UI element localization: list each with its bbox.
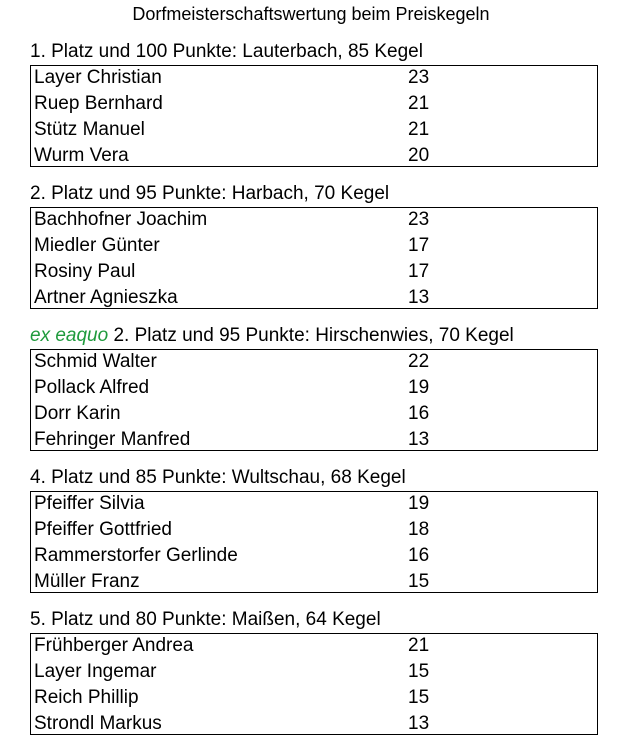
player-score: 17	[408, 235, 430, 256]
group-heading	[30, 40, 598, 64]
player-score: 13	[408, 713, 430, 734]
group-heading	[30, 608, 598, 632]
player-name: Fehringer Manfred	[34, 429, 191, 450]
table-row	[31, 517, 597, 543]
ranking-group-2	[30, 182, 598, 309]
table-row	[31, 543, 597, 569]
player-name: Pfeiffer Silvia	[34, 493, 145, 514]
player-score: 23	[408, 209, 430, 230]
results-box	[30, 207, 598, 309]
ranking-group-1	[30, 40, 598, 167]
player-score: 19	[408, 493, 430, 514]
player-name: Schmid Walter	[34, 351, 157, 372]
player-score: 21	[408, 119, 430, 140]
player-name: Ruep Bernhard	[34, 93, 163, 114]
table-row	[31, 401, 597, 427]
results-box	[30, 633, 598, 735]
group-heading	[30, 324, 598, 348]
player-name: Layer Ingemar	[34, 661, 157, 682]
table-row	[31, 349, 597, 375]
player-name: Pfeiffer Gottfried	[34, 519, 172, 540]
ex-eaquo-label: ex eaquo	[30, 325, 109, 346]
table-row	[31, 259, 597, 285]
player-score: 13	[408, 287, 430, 308]
group-heading-text: 4. Platz und 85 Punkte: Wultschau, 68 Kegel	[30, 467, 406, 488]
player-name: Bachhofner Joachim	[34, 209, 208, 230]
group-heading-text: 1. Platz und 100 Punkte: Lauterbach, 85 Kegel	[30, 41, 423, 62]
table-row	[31, 91, 597, 117]
player-name: Rammerstorfer Gerlinde	[34, 545, 238, 566]
player-name: Miedler Günter	[34, 235, 160, 256]
table-row	[31, 711, 597, 737]
player-name: Layer Christian	[34, 67, 162, 88]
results-box	[30, 491, 598, 593]
player-score: 21	[408, 93, 430, 114]
table-row	[31, 633, 597, 659]
player-name: Reich Phillip	[34, 687, 139, 708]
player-name: Dorr Karin	[34, 403, 121, 424]
player-score: 15	[408, 571, 430, 592]
player-name: Frühberger Andrea	[34, 635, 194, 656]
player-score: 15	[408, 661, 430, 682]
table-row	[31, 65, 597, 91]
table-row	[31, 569, 597, 595]
group-heading-text: 2. Platz und 95 Punkte: Hirschenwies, 70 Kegel	[108, 325, 514, 346]
player-score: 23	[408, 67, 430, 88]
player-score: 18	[408, 519, 430, 540]
player-name: Artner Agnieszka	[34, 287, 178, 308]
player-name: Strondl Markus	[34, 713, 162, 734]
player-score: 19	[408, 377, 430, 398]
table-row	[31, 143, 597, 169]
table-row	[31, 685, 597, 711]
player-score: 17	[408, 261, 430, 282]
player-name: Wurm Vera	[34, 145, 129, 166]
table-row	[31, 117, 597, 143]
player-score: 16	[408, 403, 430, 424]
table-row	[31, 375, 597, 401]
table-row	[31, 285, 597, 311]
player-name: Stütz Manuel	[34, 119, 145, 140]
player-name: Pollack Alfred	[34, 377, 150, 398]
table-row	[31, 659, 597, 685]
ranking-group-5	[30, 608, 598, 735]
player-score: 20	[408, 145, 430, 166]
player-name: Rosiny Paul	[34, 261, 136, 282]
ranking-group-3	[30, 324, 598, 451]
player-score: 22	[408, 351, 430, 372]
results-box	[30, 349, 598, 451]
table-row	[31, 427, 597, 453]
table-row	[31, 233, 597, 259]
player-score: 16	[408, 545, 430, 566]
group-heading	[30, 466, 598, 490]
player-score: 13	[408, 429, 430, 450]
group-heading-text: 5. Platz und 80 Punkte: Maißen, 64 Kegel	[30, 609, 381, 630]
group-heading-text: 2. Platz und 95 Punkte: Harbach, 70 Kegel	[30, 183, 390, 204]
table-row	[31, 491, 597, 517]
player-score: 15	[408, 687, 430, 708]
group-heading	[30, 182, 598, 206]
table-row	[31, 207, 597, 233]
player-name: Müller Franz	[34, 571, 140, 592]
results-box	[30, 65, 598, 167]
player-score: 21	[408, 635, 430, 656]
page-title: Dorfmeisterschaftswertung beim Preiskegeln	[132, 4, 490, 24]
ranking-group-4	[30, 466, 598, 593]
